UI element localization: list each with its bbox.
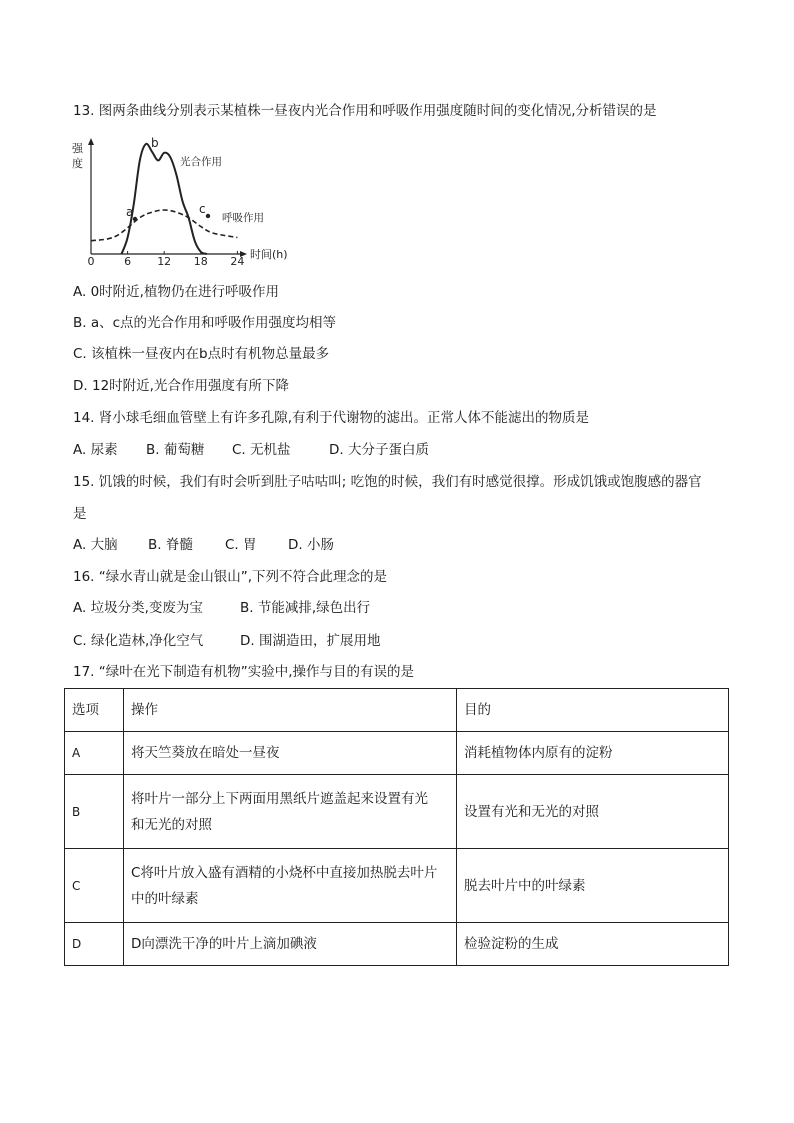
operation-text-cont: 和无光的对照 [131, 816, 212, 833]
header-purpose: 目的 [457, 689, 729, 732]
respiration-curve [91, 210, 237, 241]
operation-text-cont: 中的叶绿素 [131, 890, 199, 907]
row-operation [124, 923, 457, 966]
x-tick-label: 12 [157, 255, 172, 266]
q16-option-b: B. 节能减排,绿色出行 [240, 600, 371, 616]
row-option: C [65, 849, 124, 923]
photosynthesis-label: 光合作用 [180, 156, 222, 168]
x-tick-label: 6 [124, 255, 132, 266]
row-operation [124, 849, 457, 923]
question-14-stem: 14. 肾小球毛细血管壁上有许多孔隙,有利于代谢物的滤出。正常人体不能滤出的物质是 [73, 410, 590, 426]
row-purpose: 脱去叶片中的叶绿素 [457, 849, 729, 923]
point-b-label: b [151, 136, 159, 150]
row-operation [124, 775, 457, 849]
operation-text: C将叶片放入盛有酒精的小烧杯中直接加热脱去叶片 [131, 864, 438, 881]
row-purpose: 消耗植物体内原有的淀粉 [457, 732, 729, 775]
q13-option-a: A. 0时附近,植物仍在进行呼吸作用 [73, 284, 279, 300]
operation-text: D向漂洗干净的叶片上滴加碘液 [131, 936, 317, 952]
q16-options-row2 [73, 631, 380, 651]
q13-figure [70, 134, 300, 266]
x-tick-label: 18 [193, 255, 208, 266]
q15-option-d: D. 小肠 [288, 537, 334, 553]
q14-options [73, 440, 429, 460]
q15-option-c: C. 胃 [225, 537, 257, 553]
q16-option-d: D. 围湖造田，扩展用地 [240, 633, 381, 649]
row-option: D [65, 923, 124, 966]
q15-options [73, 535, 334, 555]
y-axis-label-2: 度 [72, 157, 83, 170]
row-operation [124, 732, 457, 775]
q13-option-b: B. a、c点的光合作用和呼吸作用强度均相等 [73, 315, 337, 331]
q15-option-a: A. 大脑 [73, 537, 118, 553]
q14-option-d: D. 大分子蛋白质 [329, 442, 429, 458]
q16-options-row1 [73, 598, 370, 618]
x-axis-unit-label: 时间(h) [250, 248, 288, 261]
question-17-stem: 17. “绿叶在光下制造有机物”实验中,操作与目的有误的是 [73, 664, 415, 680]
q14-option-a: A. 尿素 [73, 442, 118, 458]
question-13-stem: 13. 图两条曲线分别表示某植株一昼夜内光合作用和呼吸作用强度随时间的变化情况,分析错误的是 [73, 103, 657, 119]
q13-option-d: D. 12时附近,光合作用强度有所下降 [73, 378, 289, 394]
respiration-label: 呼吸作用 [222, 212, 264, 224]
header-option: 选项 [65, 689, 124, 732]
x-tick-label: 24 [230, 255, 245, 266]
q16-option-a: A. 垃圾分类,变废为宝 [73, 600, 203, 616]
row-purpose: 检验淀粉的生成 [457, 923, 729, 966]
q17-table [64, 688, 729, 966]
y-axis-arrow [88, 138, 94, 145]
table-header-row [65, 689, 729, 732]
header-operation: 操作 [124, 689, 457, 732]
row-purpose: 设置有光和无光的对照 [457, 775, 729, 849]
table-row [65, 732, 729, 775]
x-tick-label: 0 [87, 255, 95, 266]
table-row [65, 775, 729, 849]
q14-option-c: C. 无机盐 [232, 442, 291, 458]
q15-option-b: B. 脊髓 [148, 537, 193, 553]
q14-option-b: B. 葡萄糖 [146, 442, 205, 458]
point-c-marker [206, 214, 210, 218]
x-tick-labels [88, 251, 245, 266]
point-a-label: a [126, 205, 134, 219]
point-c-label: c [199, 202, 206, 216]
table-row [65, 849, 729, 923]
y-axis-label-1: 强 [72, 142, 83, 155]
question-16-stem: 16. “绿水青山就是金山银山”,下列不符合此理念的是 [73, 569, 388, 585]
operation-text: 将叶片一部分上下两面用黑纸片遮盖起来设置有光 [131, 790, 428, 807]
operation-text: 将天竺葵放在暗处一昼夜 [131, 745, 280, 761]
question-15-stem-cont: 是 [73, 506, 87, 522]
question-15-stem: 15. 饥饿的时候，我们有时会听到肚子咕咕叫; 吃饱的时候，我们有时感觉很撑。形成饥饿或饱腹感的器官 [73, 474, 702, 490]
table-row [65, 923, 729, 966]
q16-option-c: C. 绿化造林,净化空气 [73, 633, 204, 649]
q13-option-c: C. 该植株一昼夜内在b点时有机物总量最多 [73, 346, 330, 362]
row-option: A [65, 732, 124, 775]
row-option: B [65, 775, 124, 849]
point-a-marker [133, 217, 137, 221]
